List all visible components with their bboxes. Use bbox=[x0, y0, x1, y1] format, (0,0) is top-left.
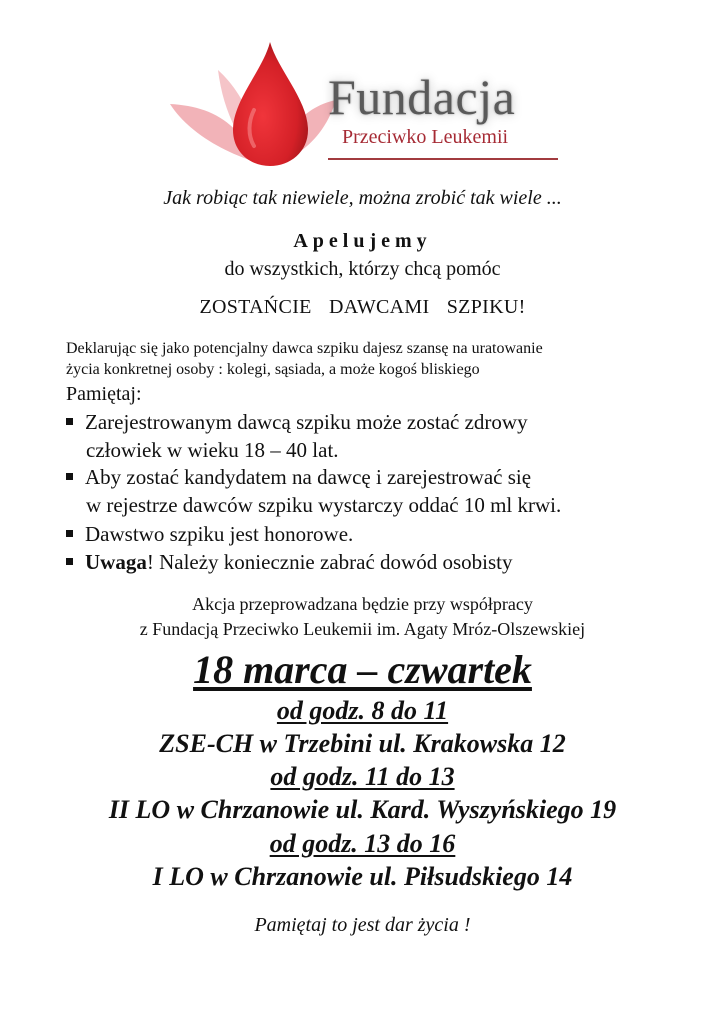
bullet-square-icon bbox=[66, 418, 73, 425]
bullet-text: Zarejestrowanym dawcą szpiku może zostać zdrowy bbox=[85, 410, 528, 434]
logo-subtitle: Przeciwko Leukemii bbox=[342, 126, 509, 148]
cooperation-line-2: z Fundacją Przeciwko Leukemii im. Agaty Mróz-Olszewskiej bbox=[139, 619, 586, 639]
event-time-3: od godz. 13 do 16 bbox=[269, 829, 456, 858]
bullet-item-1-continued: człowiek w wieku 18 – 40 lat. bbox=[86, 438, 339, 462]
logo-title: Fundacja bbox=[328, 69, 516, 125]
appeal-title: Apelujemy bbox=[293, 230, 432, 252]
slogan: Jak robiąc tak niewiele, można zrobić tak wiele ... bbox=[163, 187, 562, 209]
event-place-2: II LO w Chrzanowie ul. Kard. Wyszyńskiego 19 bbox=[108, 795, 617, 824]
bullet-item-3 bbox=[66, 522, 353, 547]
event-date: 18 marca – czwartek bbox=[193, 647, 532, 692]
foundation-logo bbox=[168, 40, 568, 170]
bullet-item-2-continued: w rejestrze dawców szpiku wystarczy oddać 10 ml krwi. bbox=[86, 493, 562, 517]
remember-label: Pamiętaj: bbox=[66, 383, 142, 405]
blood-drop-icon bbox=[168, 40, 338, 170]
bullet-item-4 bbox=[66, 550, 512, 575]
cooperation-line-1: Akcja przeprowadzana będzie przy współpracy bbox=[192, 594, 533, 614]
bullet-square-icon bbox=[66, 473, 73, 480]
event-time-1: od godz. 8 do 11 bbox=[276, 696, 449, 725]
event-time-2: od godz. 11 do 13 bbox=[270, 762, 455, 791]
bullet-square-icon bbox=[66, 530, 73, 537]
warning-label: Uwaga bbox=[85, 550, 147, 574]
event-place-3: I LO w Chrzanowie ul. Piłsudskiego 14 bbox=[152, 862, 573, 891]
declaration-line-1: Deklarując się jako potencjalny dawca szpiku dajesz szansę na uratowanie bbox=[66, 340, 543, 357]
appeal-subtitle: do wszystkich, którzy chcą pomóc bbox=[224, 258, 501, 280]
bullet-item-2 bbox=[66, 465, 531, 490]
bullet-square-icon bbox=[66, 558, 73, 565]
declaration-line-2: życia konkretnej osoby : kolegi, sąsiada, a może kogoś bliskiego bbox=[66, 361, 480, 378]
bullet-item-1 bbox=[66, 410, 528, 435]
closing-text: Pamiętaj to jest dar życia ! bbox=[254, 914, 471, 936]
logo-underline bbox=[328, 158, 558, 160]
headline: ZOSTAŃCIE DAWCAMI SZPIKU! bbox=[199, 296, 526, 318]
bullet-text: Aby zostać kandydatem na dawcę i zarejestrować się bbox=[85, 465, 532, 489]
bullet-text: ! Należy koniecznie zabrać dowód osobisty bbox=[146, 550, 513, 574]
bullet-text: Dawstwo szpiku jest honorowe. bbox=[85, 522, 354, 546]
event-place-1: ZSE-CH w Trzebini ul. Krakowska 12 bbox=[159, 729, 566, 758]
